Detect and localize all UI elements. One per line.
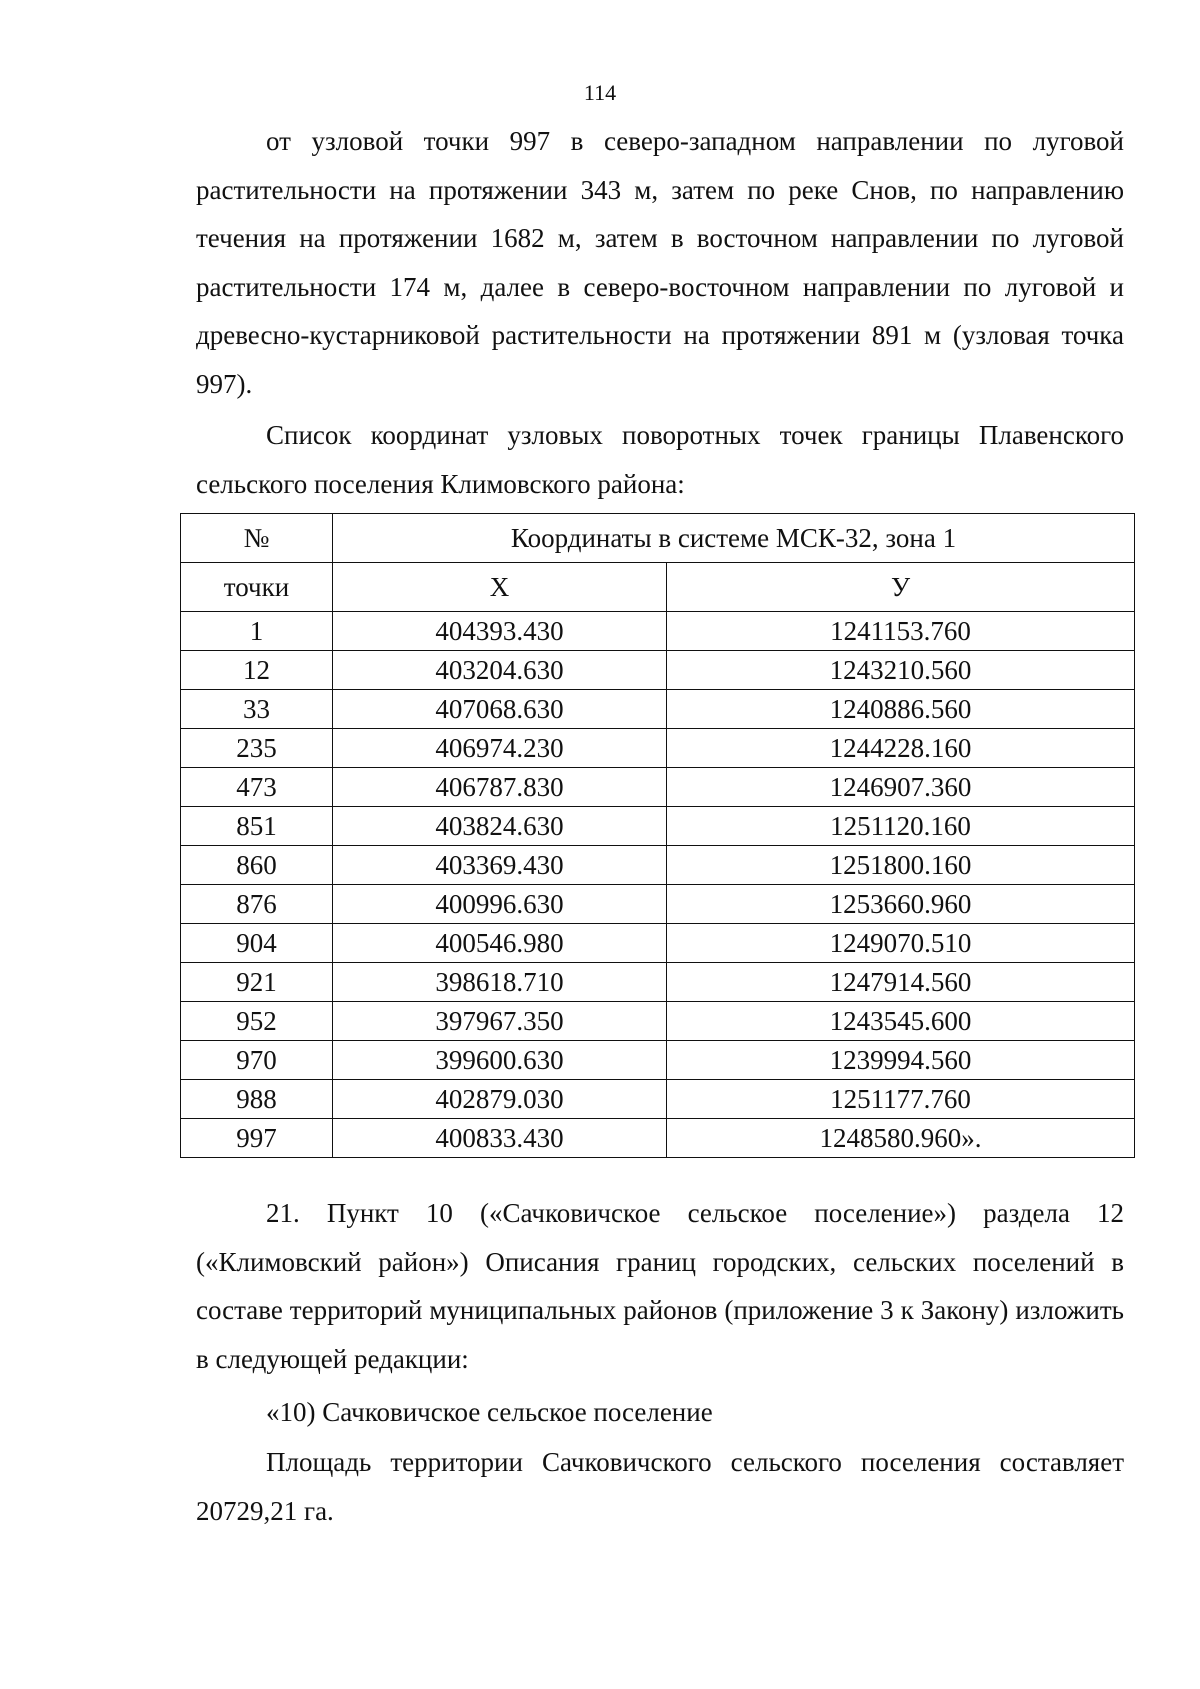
header-coordinate-system: Координаты в системе МСК-32, зона 1 [333,514,1135,563]
table-cell-y: 1240886.560 [667,690,1135,729]
paragraph-amendment: 21. Пункт 10 («Сачковичское сельское поселение») раздела 12 («Климовский район») Описания границ городских, сельских поселений в составе территорий муниципальных районов (приложение 3 к Закону) изложить в следующей редакции: [196,1198,1124,1374]
paragraph-boundary-description: от узловой точки 997 в северо-западном направлении по луговой растительности на протяжении 343 м, затем по реке Снов, по направлению течения на протяжении 1682 м, затем в восточном направлении по луговой растительности 174 м, далее в северо-восточном направлении по луговой и древесно-кустарниковой растительности на протяжении 891 м (узловая точка 997). [196,126,1124,399]
table-cell-x: 406974.230 [333,729,667,768]
paragraph-area: Площадь территории Сачковичского сельского поселения составляет 20729,21 га. [196,1447,1124,1526]
table-cell-y: 1251177.760 [667,1080,1135,1119]
table-cell-n: 997 [181,1119,333,1158]
page-number: 114 [583,80,617,105]
table-cell-n: 988 [181,1080,333,1119]
table-row [181,768,1135,807]
table-cell-x: 398618.710 [333,963,667,1002]
table-cell-y: 1249070.510 [667,924,1135,963]
coordinates-table [180,513,1135,1158]
table-cell-y: 1244228.160 [667,729,1135,768]
table-row [181,690,1135,729]
header-number-sign: № [181,514,333,563]
table-row [181,963,1135,1002]
table-cell-n: 12 [181,651,333,690]
table-row [181,1002,1135,1041]
table-cell-x: 399600.630 [333,1041,667,1080]
table-row [181,885,1135,924]
coordinates-table-body [181,612,1135,1158]
table-cell-n: 876 [181,885,333,924]
table-cell-n: 235 [181,729,333,768]
table-cell-y: 1243545.600 [667,1002,1135,1041]
table-row [181,846,1135,885]
table-cell-n: 952 [181,1002,333,1041]
table-cell-y: 1241153.760 [667,612,1135,651]
table-cell-n: 904 [181,924,333,963]
table-row [181,651,1135,690]
table-cell-y: 1247914.560 [667,963,1135,1002]
table-row [181,1041,1135,1080]
table-cell-n: 921 [181,963,333,1002]
table-cell-x: 400996.630 [333,885,667,924]
table-row [181,612,1135,651]
table-cell-y: 1239994.560 [667,1041,1135,1080]
table-cell-n: 33 [181,690,333,729]
header-y: У [667,563,1135,612]
table-row [181,924,1135,963]
table-cell-x: 402879.030 [333,1080,667,1119]
table-cell-n: 970 [181,1041,333,1080]
table-row [181,1119,1135,1158]
header-point-label: точки [181,563,333,612]
table-cell-n: 860 [181,846,333,885]
paragraph-coordinates-intro: Список координат узловых поворотных точек границы Плавенского сельского поселения Климовского района: [196,420,1124,499]
table-cell-x: 404393.430 [333,612,667,651]
table-cell-x: 400546.980 [333,924,667,963]
table-cell-x: 403204.630 [333,651,667,690]
table-cell-x: 400833.430 [333,1119,667,1158]
table-cell-y: 1253660.960 [667,885,1135,924]
table-cell-n: 1 [181,612,333,651]
table-row [181,1080,1135,1119]
table-cell-y: 1251120.160 [667,807,1135,846]
table-row [181,807,1135,846]
table-cell-x: 407068.630 [333,690,667,729]
table-cell-y: 1251800.160 [667,846,1135,885]
table-cell-y: 1248580.960». [667,1119,1135,1158]
table-cell-n: 473 [181,768,333,807]
table-cell-x: 397967.350 [333,1002,667,1041]
paragraph-section-title: «10) Сачковичское сельское поселение [266,1397,713,1427]
table-cell-x: 403824.630 [333,807,667,846]
table-cell-x: 403369.430 [333,846,667,885]
table-row [181,729,1135,768]
table-cell-x: 406787.830 [333,768,667,807]
header-x: Х [333,563,667,612]
table-cell-y: 1243210.560 [667,651,1135,690]
table-cell-y: 1246907.360 [667,768,1135,807]
table-cell-n: 851 [181,807,333,846]
